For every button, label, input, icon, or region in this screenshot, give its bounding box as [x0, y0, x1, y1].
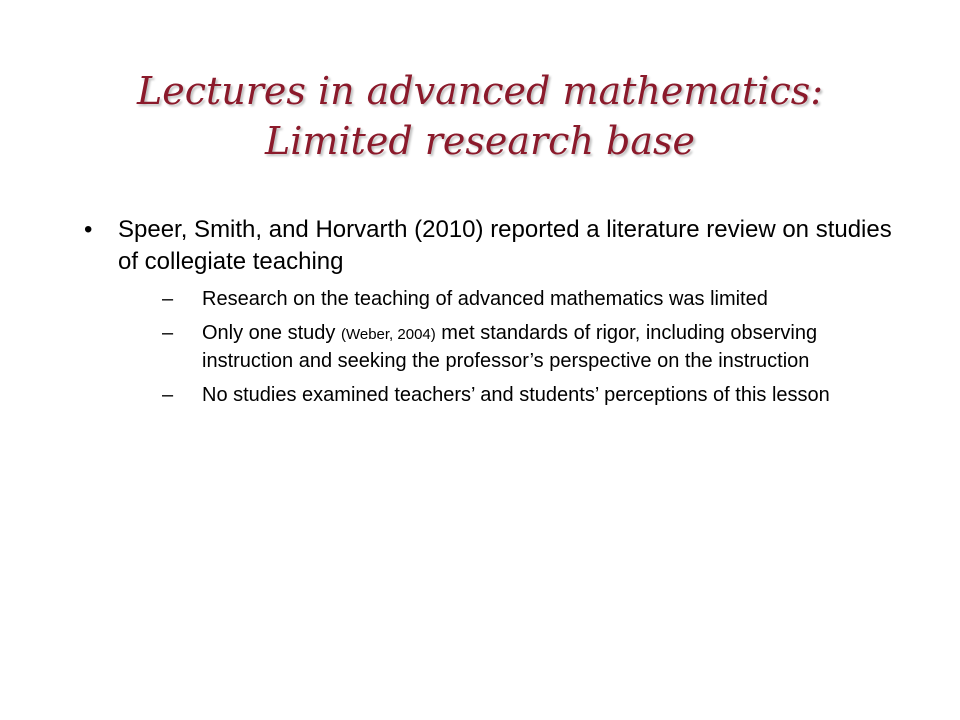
- sub-bullet-text-start: Only one study: [202, 322, 341, 344]
- dash-marker: –: [162, 288, 174, 310]
- slide-title: [60, 66, 900, 166]
- sub-bullet-list: [162, 286, 904, 408]
- sub-bullet-text-end: met standards of rigor, including observing instruction and seeking the professor’s perspective on the instruction: [202, 322, 818, 372]
- sub-bullet-research-limited: [162, 286, 902, 312]
- title-line-1: Lectures in advanced mathematics:: [136, 69, 824, 113]
- sub-bullet-no-studies: [162, 382, 902, 408]
- sub-bullet-text: No studies examined teachers’ and students’ perceptions of this lesson: [202, 384, 830, 406]
- dash-marker: –: [162, 384, 174, 406]
- title-line-2: Limited research base: [264, 119, 695, 163]
- citation: (Weber, 2004): [340, 326, 436, 343]
- main-bullet: [84, 214, 904, 278]
- bullet-marker: •: [84, 216, 93, 243]
- sub-bullet-one-study: [162, 320, 902, 374]
- main-bullet-text: Speer, Smith, and Horvarth (2010) reported a literature review on studies of collegiate teaching: [118, 216, 892, 275]
- sub-bullet-text: Research on the teaching of advanced mathematics was limited: [202, 288, 768, 310]
- slide-body: [84, 214, 904, 416]
- dash-marker: –: [162, 322, 174, 344]
